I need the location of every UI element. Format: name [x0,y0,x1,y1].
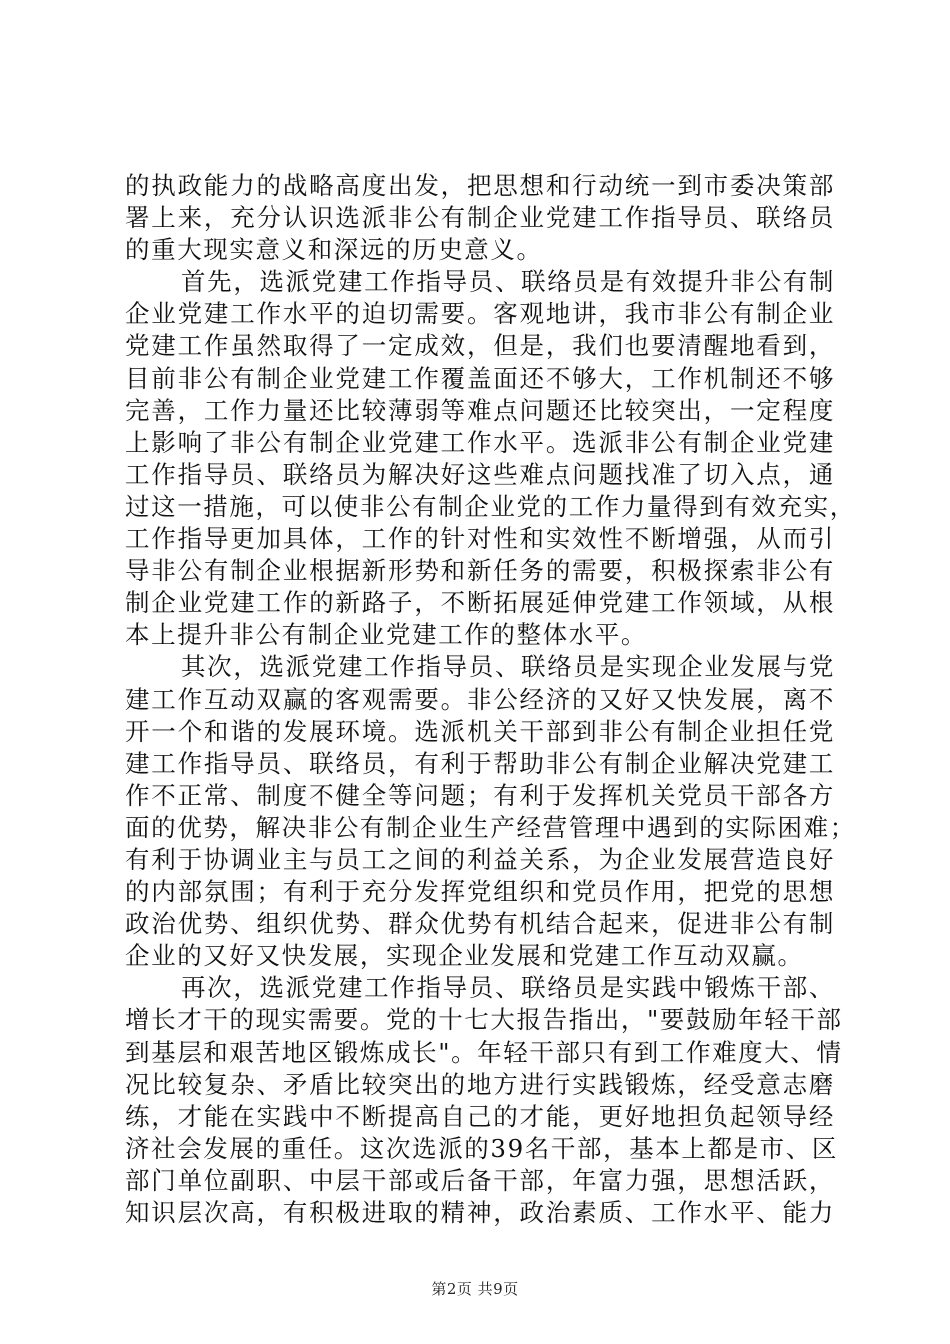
body-text [125,170,856,1229]
text-line: 开一个和谐的发展环境。选派机关干部到非公有制企业担任党 [125,716,835,746]
text-line: 建工作指导员、联络员，有利于帮助非公有制企业解决党建工 [125,748,835,778]
text-line: 作不正常、制度不健全等问题；有利于发挥机关党员干部各方 [125,780,835,810]
text-line: 的重大现实意义和深远的历史意义。 [125,235,543,265]
text-line: 建工作互动双赢的客观需要。非公经济的又好又快发展，离不 [125,684,835,714]
text-line: 企业党建工作水平的迫切需要。客观地讲，我市非公有制企业 [125,299,835,329]
text-line: 知识层次高，有积极进取的精神，政治素质、工作水平、能力 [125,1198,835,1227]
text-line: 完善，工作力量还比较薄弱等难点问题还比较突出，一定程度 [125,395,835,425]
page-number-footer: 第2页 共9页 [431,1280,519,1298]
text-line: 况比较复杂、矛盾比较突出的地方进行实践锻炼，经受意志磨 [125,1069,835,1099]
text-line: 工作指导员、联络员为解决好这些难点问题找准了切入点，通 [125,459,835,489]
text-line: 到基层和艰苦地区锻炼成长"。年轻干部只有到工作难度大、情 [125,1037,843,1067]
text-line: 本上提升非公有制企业党建工作的整体水平。 [125,620,647,650]
text-line: 面的优势，解决非公有制企业生产经营管理中遇到的实际困难； [125,812,856,842]
text-line: 企业的又好又快发展，实现企业发展和党建工作互动双赢。 [125,941,804,971]
text-line: 练，才能在实践中不断提高自己的才能，更好地担负起领导经 [125,1101,835,1131]
text-line: 政治优势、组织优势、群众优势有机结合起来，促进非公有制 [125,909,835,939]
text-line: 目前非公有制企业党建工作覆盖面还不够大，工作机制还不够 [125,363,835,393]
text-line: 党建工作虽然取得了一定成效，但是，我们也要清醒地看到， [125,331,835,361]
text-line: 的内部氛围；有利于充分发挥党组织和党员作用，把党的思想 [125,877,835,907]
text-line: 部门单位副职、中层干部或后备干部，年富力强，思想活跃， [125,1165,835,1195]
text-line: 的执政能力的战略高度出发，把思想和行动统一到市委决策部 [125,171,835,200]
text-line: 济社会发展的重任。这次选派的39名干部，基本上都是市、区 [125,1133,838,1163]
paragraph-first-line: 其次，选派党建工作指导员、联络员是实现企业发展与党 [181,652,835,682]
text-line: 上影响了非公有制企业党建工作水平。选派非公有制企业党建 [125,427,835,457]
paragraph-first-line: 首先，选派党建工作指导员、联络员是有效提升非公有制 [181,267,835,297]
text-line: 工作指导更加具体，工作的针对性和实效性不断增强，从而引 [125,524,835,554]
text-line: 增长才干的现实需要。党的十七大报告指出，"要鼓励年轻干部 [125,1005,843,1035]
paragraph-first-line: 再次，选派党建工作指导员、联络员是实践中锻炼干部、 [181,973,835,1003]
text-line: 有利于协调业主与员工之间的利益关系，为企业发展营造良好 [125,844,835,874]
text-line: 署上来，充分认识选派非公有制企业党建工作指导员、联络员 [125,203,835,233]
text-line: 导非公有制企业根据新形势和新任务的需要，积极探索非公有 [125,556,835,586]
text-line: 过这一措施，可以使非公有制企业党的工作力量得到有效充实， [125,491,856,521]
text-line: 制企业党建工作的新路子，不断拓展延伸党建工作领域，从根 [125,588,835,618]
